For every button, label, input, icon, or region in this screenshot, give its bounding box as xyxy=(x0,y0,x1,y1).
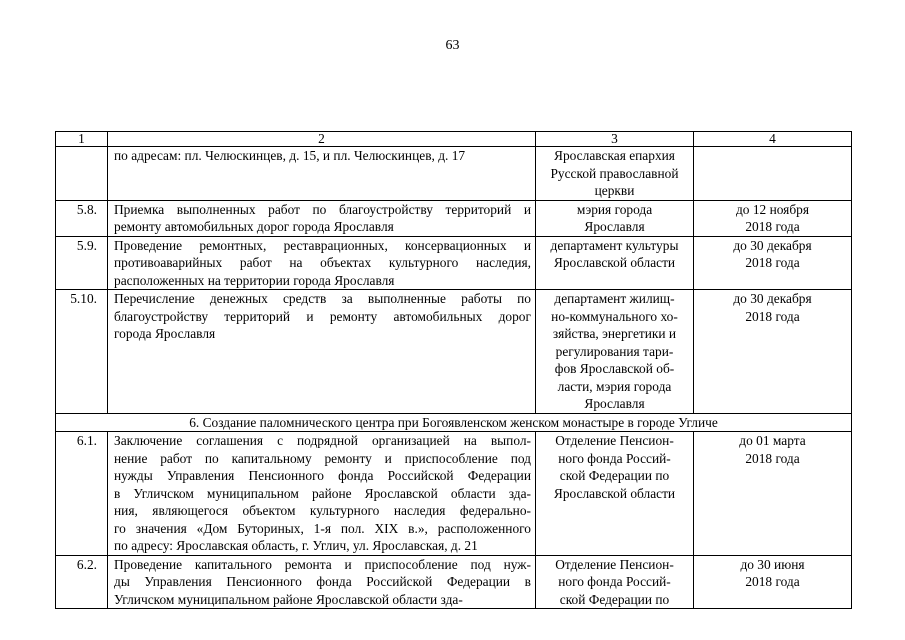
item-deadline-line: до 30 декабря xyxy=(733,291,812,306)
item-responsible xyxy=(536,200,694,236)
table-row xyxy=(56,432,852,556)
item-deadline xyxy=(694,555,852,609)
section-header-row xyxy=(56,413,852,432)
column-header-2: 2 xyxy=(108,132,536,147)
item-description-line: Проведение капитального ремонта и приспособление под нуж- xyxy=(114,556,531,572)
item-number: 5.10. xyxy=(56,290,108,414)
item-number: 6.2. xyxy=(56,555,108,609)
item-description-line: по адресам: пл. Челюскинцев, д. 15, и пл. Челюскинцев, д. 17 xyxy=(114,148,466,163)
table-row xyxy=(56,290,852,414)
item-number: 6.1. xyxy=(56,432,108,556)
item-responsible-line: ской Федерации по xyxy=(559,468,670,483)
item-description-line: ремонту автомобильных дорог города Ярославля xyxy=(114,219,394,234)
item-description-line: Проведение ремонтных, реставрационных, консервационных и xyxy=(114,237,531,253)
item-responsible-line: мэрия города xyxy=(576,201,653,217)
item-responsible-line: Отделение Пенсион- xyxy=(555,556,674,572)
item-responsible xyxy=(536,290,694,414)
item-responsible-line: Ярославской области xyxy=(553,485,676,501)
page-number: 63 xyxy=(445,38,460,53)
item-deadline xyxy=(694,236,852,290)
item-description xyxy=(108,555,536,609)
item-description-line: Приемка выполненных работ по благоустройству территорий и xyxy=(114,201,531,217)
item-description xyxy=(108,290,536,414)
item-description-line: благоустройству территорий и ремонту автомобильных дорог xyxy=(114,308,531,324)
item-description-line: противоаварийных работ на объектах культурного наследия, xyxy=(114,255,531,270)
item-responsible-line: регулирования тари- xyxy=(555,343,674,359)
item-deadline-line: 2018 года xyxy=(745,308,800,324)
item-deadline-line: 2018 года xyxy=(745,255,800,270)
item-responsible xyxy=(536,555,694,609)
table-row xyxy=(56,236,852,290)
item-description-line: по адресу: Ярославская область, г. Углич, ул. Ярославская, д. 21 xyxy=(114,538,478,553)
item-responsible-line: Отделение Пенсион- xyxy=(555,433,674,448)
plan-table xyxy=(55,131,852,609)
item-responsible-line: Ярославля xyxy=(584,219,645,234)
item-description xyxy=(108,147,536,201)
item-responsible-line: ласти, мэрия города xyxy=(557,378,672,394)
table-body xyxy=(56,132,852,609)
table-header-row xyxy=(56,132,852,147)
item-deadline xyxy=(694,147,852,201)
table-row xyxy=(56,147,852,201)
item-responsible-line: Ярославской области xyxy=(553,255,676,270)
table-row xyxy=(56,555,852,609)
table-row xyxy=(56,200,852,236)
item-responsible-line: департамент культуры xyxy=(550,237,679,253)
item-responsible-line: зяйства, энергетики и xyxy=(552,326,677,341)
item-deadline-line: 2018 года xyxy=(745,219,800,234)
column-header-1: 1 xyxy=(56,132,108,147)
item-number: 5.9. xyxy=(56,236,108,290)
item-deadline xyxy=(694,290,852,414)
item-description-line: ния, являющегося объектом культурного наследия федерально- xyxy=(114,503,531,518)
item-description-line: в Угличском муниципальном районе Ярославской области зда- xyxy=(114,485,531,501)
item-responsible-line: ного фонда Россий- xyxy=(558,574,671,589)
item-deadline-line: 2018 года xyxy=(745,574,800,589)
item-responsible-line: ного фонда Россий- xyxy=(558,450,671,466)
item-description xyxy=(108,236,536,290)
item-number: 5.8. xyxy=(56,200,108,236)
item-description-line: Перечисление денежных средств за выполненные работы по xyxy=(114,291,531,306)
item-responsible-line: фов Ярославской об- xyxy=(554,361,675,376)
item-description-line: Заключение соглашения с подрядной организацией на выпол- xyxy=(114,433,531,448)
item-description-line: города Ярославля xyxy=(114,326,216,341)
item-deadline-line: 2018 года xyxy=(745,450,800,466)
item-responsible xyxy=(536,432,694,556)
item-description-line: нужды Управления Пенсионного фонда Российской Федерации xyxy=(114,468,531,483)
item-responsible-line: Русской православной xyxy=(550,165,679,181)
item-responsible-line: департамент жилищ- xyxy=(554,291,675,306)
item-responsible xyxy=(536,147,694,201)
item-responsible-line: но-коммунального хо- xyxy=(551,308,678,324)
item-number xyxy=(56,147,108,201)
item-description xyxy=(108,200,536,236)
item-deadline-line: до 30 декабря xyxy=(733,237,812,253)
column-header-3: 3 xyxy=(536,132,694,147)
item-description-line: расположенных на территории города Ярославля xyxy=(114,272,395,288)
item-deadline xyxy=(694,432,852,556)
item-responsible-line: церкви xyxy=(594,183,635,198)
section-title: 6. Создание паломнического центра при Богоявленском женском монастыре в городе Угличе xyxy=(56,413,852,432)
item-description-line: нение работ по капитальному ремонту и приспособление под xyxy=(114,450,531,466)
item-responsible-line: Ярославля xyxy=(584,396,645,411)
item-deadline-line: до 01 марта xyxy=(739,433,806,448)
item-description xyxy=(108,432,536,556)
item-deadline-line: до 12 ноября xyxy=(735,201,810,217)
item-responsible-line: Ярославская епархия xyxy=(554,148,675,163)
item-deadline-line: до 30 июня xyxy=(740,556,805,572)
item-description-line: го значения «Дом Буториных, 1-я пол. XIX в.», расположенного xyxy=(114,520,531,536)
column-header-4: 4 xyxy=(694,132,852,147)
item-responsible-line: ской Федерации по xyxy=(559,591,670,607)
item-description-line: Угличском муниципальном районе Ярославской области зда- xyxy=(114,591,463,607)
item-deadline xyxy=(694,200,852,236)
item-responsible xyxy=(536,236,694,290)
item-description-line: ды Управления Пенсионного фонда Российской Федерации в xyxy=(114,574,531,589)
